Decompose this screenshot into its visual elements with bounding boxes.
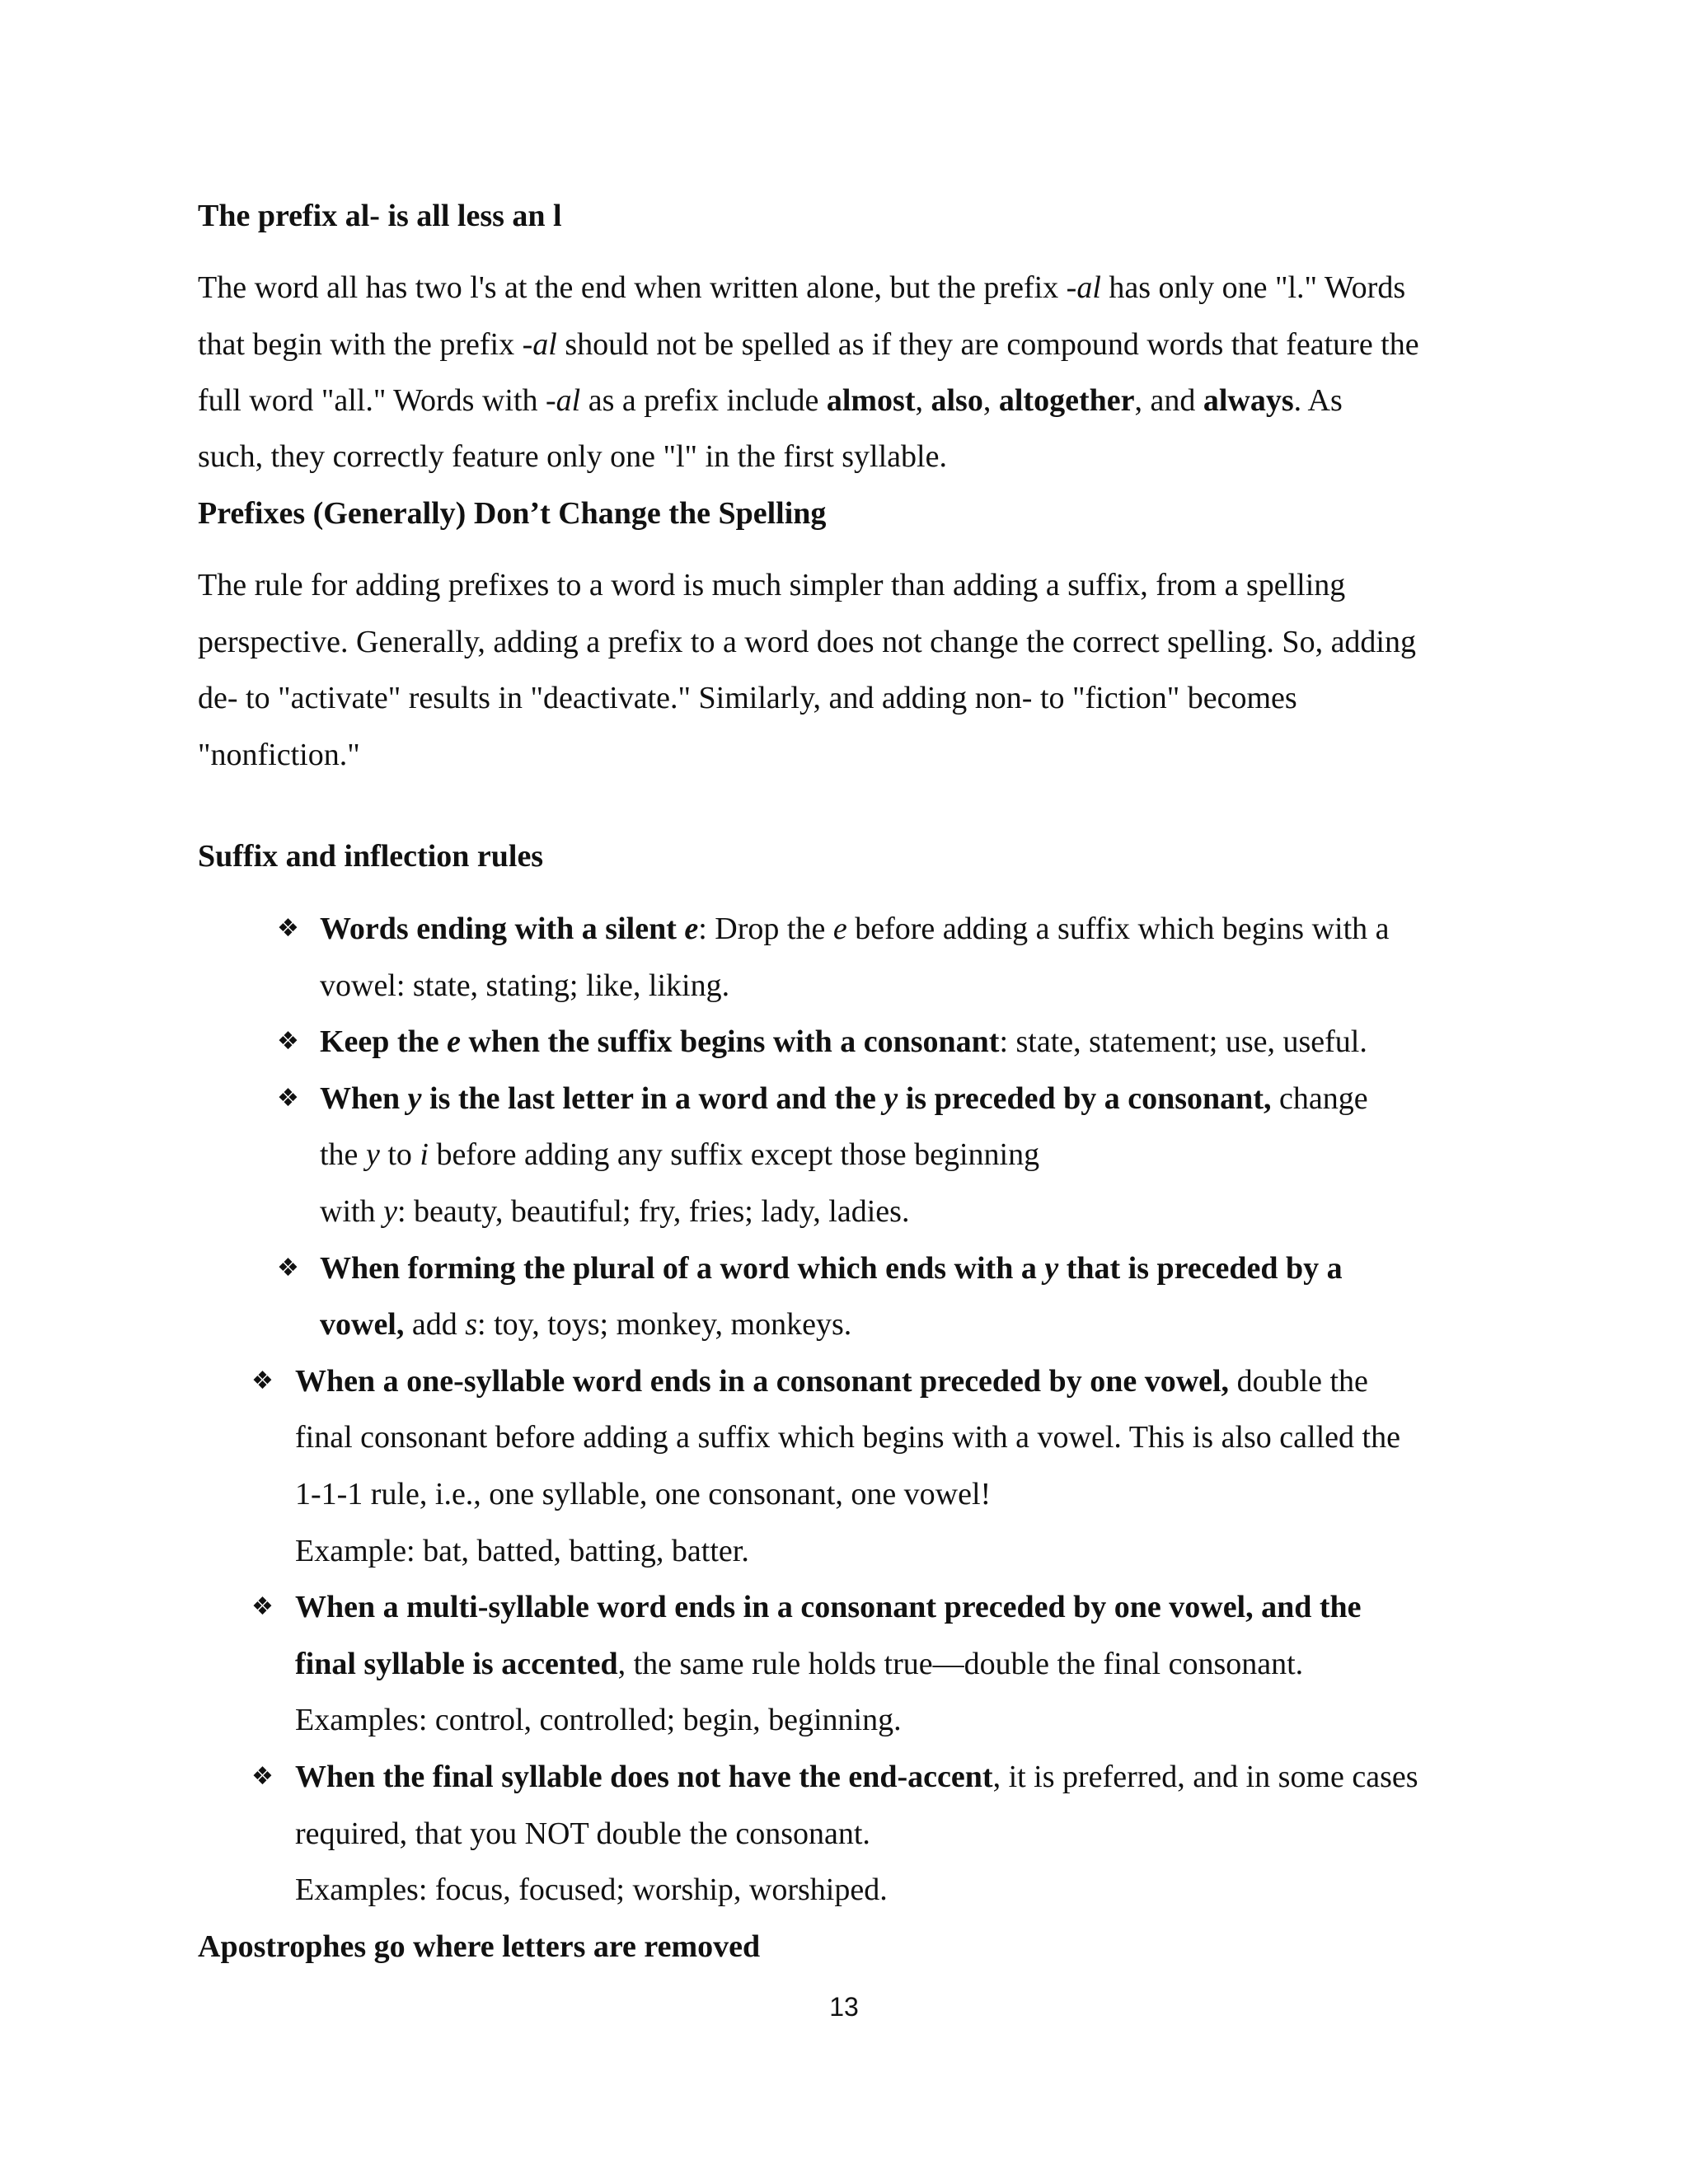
section-heading-prefixes: Prefixes (Generally) Don’t Change the Spelling (198, 496, 827, 531)
rule-line: When forming the plural of a word which ends with a y that is preceded by a (320, 1251, 1343, 1286)
rule-line: final syllable is accented, the same rule holds true—double the final consonant. (295, 1647, 1304, 1681)
rule-line: required, that you NOT double the consonant. (295, 1816, 870, 1851)
rule-line: Words ending with a silent e: Drop the e before adding a suffix which begins with a (320, 912, 1390, 946)
rule-line: 1-1-1 rule, i.e., one syllable, one consonant, one vowel! (295, 1477, 992, 1511)
rule-line: vowel, add s: toy, toys; monkey, monkeys. (320, 1307, 852, 1342)
rule-line: vowel: state, stating; like, liking. (320, 968, 730, 1003)
section-heading-prefix-al: The prefix al- is all less an l (198, 199, 562, 233)
paragraph-line: de- to "activate" results in "deactivate." Similarly, and adding non- to "fiction" becomes (198, 681, 1297, 715)
paragraph-line: The rule for adding prefixes to a word is much simpler than adding a suffix, from a spelling (198, 568, 1346, 602)
rule-line: When a one-syllable word ends in a consonant preceded by one vowel, double the (295, 1364, 1368, 1399)
rule-line: Examples: focus, focused; worship, worshiped. (295, 1872, 888, 1907)
paragraph-line: The word all has two l's at the end when written alone, but the prefix -al has only one "l." Words (198, 270, 1406, 305)
paragraph-line: perspective. Generally, adding a prefix to a word does not change the correct spelling. So, adding (198, 625, 1416, 659)
paragraph-line: that begin with the prefix -al should not be spelled as if they are compound words that feature the (198, 327, 1419, 362)
bullet-icon: ❖ (251, 1762, 274, 1791)
rule-line: final consonant before adding a suffix which begins with a vowel. This is also called the (295, 1420, 1400, 1455)
rule-line: When a multi-syllable word ends in a consonant preceded by one vowel, and the (295, 1590, 1362, 1624)
rule-line: Keep the e when the suffix begins with a consonant: state, statement; use, useful. (320, 1024, 1367, 1059)
bullet-icon: ❖ (251, 1366, 274, 1395)
rule-line: Examples: control, controlled; begin, beginning. (295, 1703, 902, 1737)
rule-line: with y: beauty, beautiful; fry, fries; lady, ladies. (320, 1194, 910, 1229)
rule-line: Example: bat, batted, batting, batter. (295, 1534, 749, 1568)
paragraph-line: "nonfiction." (198, 738, 360, 772)
bullet-icon: ❖ (277, 1254, 299, 1282)
bullet-icon: ❖ (277, 1084, 299, 1113)
rule-line: When y is the last letter in a word and the y is preceded by a consonant, change (320, 1081, 1368, 1116)
bullet-icon: ❖ (277, 1027, 299, 1056)
paragraph-line: full word "all." Words with -al as a prefix include almost, also, altogether, and always. As (198, 383, 1343, 418)
bullet-icon: ❖ (277, 914, 299, 943)
section-heading-suffix: Suffix and inflection rules (198, 839, 544, 874)
section-heading-apostrophes: Apostrophes go where letters are removed (198, 1929, 761, 1964)
rule-line: the y to i before adding any suffix except those beginning (320, 1137, 1040, 1172)
bullet-icon: ❖ (251, 1592, 274, 1621)
rule-line: When the final syllable does not have the end-accent, it is preferred, and in some cases (295, 1760, 1418, 1794)
page-number: 13 (829, 1992, 859, 2022)
paragraph-line: such, they correctly feature only one "l" in the first syllable. (198, 439, 947, 474)
